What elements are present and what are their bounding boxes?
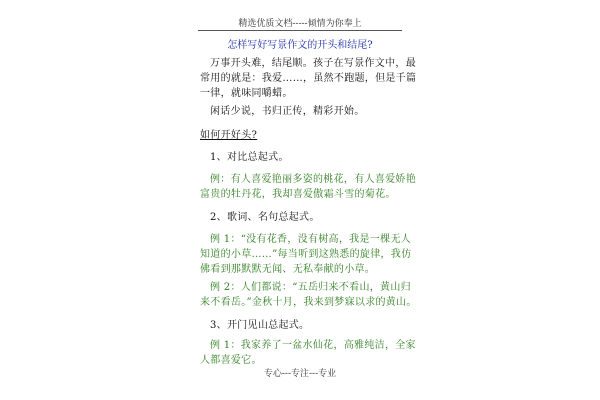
item-2-example-2: 例 2：人们都说：“五岳归来不看山，黄山归来不看岳。”金秋十月，我来到梦寐以求的黄山。 — [200, 282, 417, 308]
section-heading: 如何开好头? — [200, 130, 258, 141]
item-2-example-1: 例 1：“没有花香，没有树高，我是一棵无人知道的小草……”每当听到这熟悉的旋律，我仿佛看到那默默无闻、无私奉献的小草。 — [200, 234, 412, 275]
header-divider — [198, 30, 402, 31]
quote-line: 闲话少说，书归正传，精彩开始。 — [210, 106, 365, 117]
item-3-example-1: 例 1：我家养了一盆水仙花，高雅纯洁，全家人都喜爱它。 — [200, 340, 416, 366]
item-2-label: 2、歌词、名句总起式。 — [210, 212, 320, 223]
intro-paragraph: 万事开头难，结尾顺。孩子在写景作文中，最常用的就是：我爱……，虽然不跑题，但是千篇一律，就味同嚼蜡。 — [200, 58, 417, 99]
document-title: 怎样写好写景作文的开头和结尾? — [227, 40, 373, 51]
item-3-label: 3、开门见山总起式。 — [210, 320, 310, 331]
page-footer: 专心---专注---专业 — [263, 369, 337, 379]
item-1-example: 例：有人喜爱艳丽多姿的桃花，有人喜爱娇艳富贵的牡丹花，我却喜爱傲霜斗雪的菊花。 — [200, 174, 416, 200]
page-header: 精选优质文档-----倾情为你奉上 — [238, 19, 362, 29]
item-1-label: 1、对比总起式。 — [210, 152, 289, 163]
